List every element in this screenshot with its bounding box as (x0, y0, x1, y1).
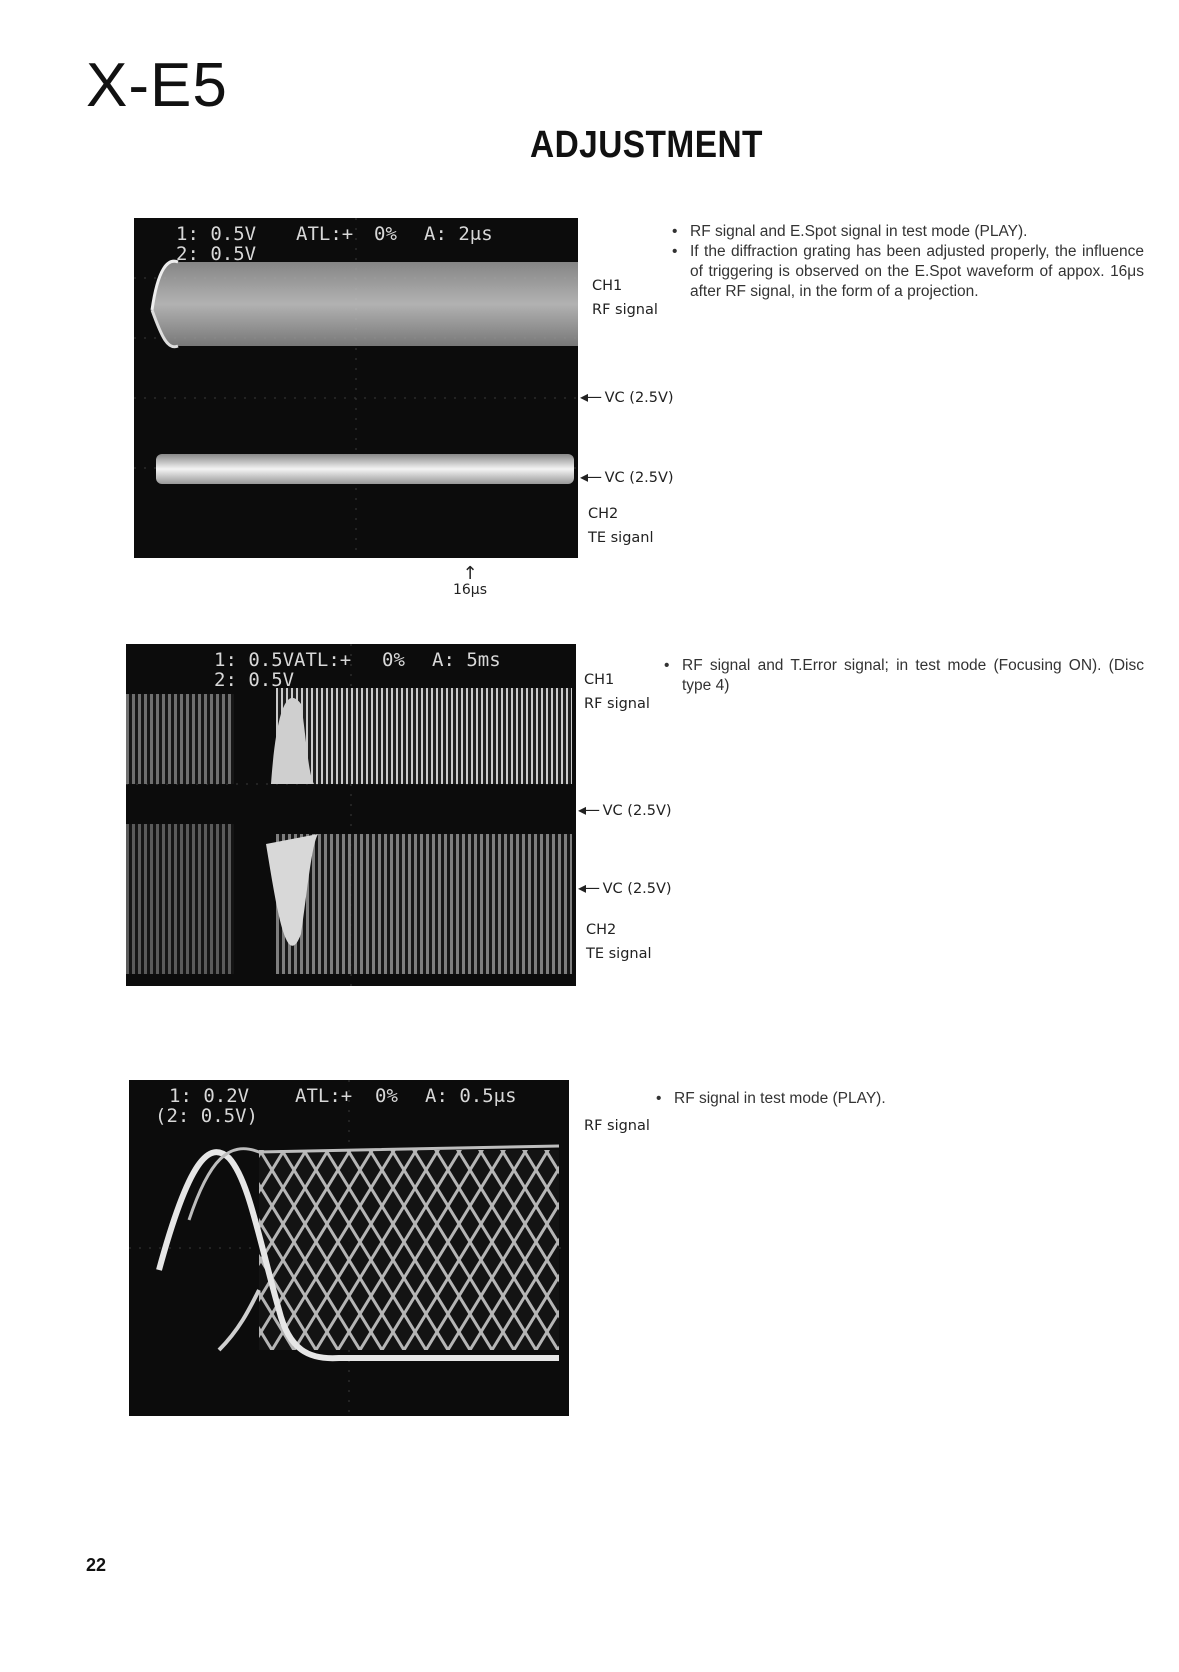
left-arrow-icon: ◂— (578, 878, 599, 897)
time-marker-label: 16μs (452, 582, 487, 598)
vc-upper-label: VC (2.5V) (602, 803, 672, 819)
time-marker (440, 563, 500, 598)
left-arrow-icon: ◂— (578, 800, 599, 819)
hud-timebase: A: 2μs (424, 223, 493, 245)
notes-3 (656, 1089, 1136, 1109)
vc-lower-label: VC (2.5V) (602, 881, 672, 897)
oscilloscope-trace-3 (129, 1080, 569, 1416)
ch1-label: CH1 (584, 672, 615, 688)
signal-label-group-3 (584, 1114, 650, 1138)
vc-upper-label: VC (2.5V) (604, 390, 674, 406)
oscilloscope-screen-2 (126, 644, 576, 986)
hud-atl: ATL:+ (296, 223, 354, 245)
ch1-label-group-2 (584, 668, 650, 716)
note-item: • RF signal and E.Spot signal in test mode (PLAY). (672, 222, 1144, 242)
note-item: • If the diffraction grating has been adjusted properly, the influence of triggering is observed on the E.Spot waveform of appox. 16μs after RF signal, in the form of a projection. (672, 242, 1144, 302)
ch2-label-group-2 (586, 918, 652, 966)
section-title: ADJUSTMENT (530, 124, 763, 166)
model-title: X-E5 (86, 51, 228, 120)
ch1-label-group-1 (592, 274, 658, 322)
hud-timebase: A: 5ms (432, 649, 501, 671)
hud-ch2: (2: 0.5V) (155, 1105, 258, 1127)
page-number: 22 (86, 1555, 107, 1575)
ch1-signal-label: RF signal (584, 696, 650, 712)
note-item: • RF signal in test mode (PLAY). (656, 1089, 1136, 1109)
ch2-label-group-1 (588, 502, 654, 550)
hud-atl: ATL:+ (294, 649, 352, 671)
hud-percent: 0% (375, 1085, 398, 1107)
vc-lower-pointer-1 (580, 467, 674, 486)
ch1-label: CH1 (592, 278, 623, 294)
ch1-signal-label: RF signal (592, 302, 658, 318)
hud-ch1: 1: 0.5V (176, 223, 257, 245)
hud-ch2: 2: 0.5V (214, 669, 295, 691)
note-item: • RF signal and T.Error signal; in test mode (Focusing ON). (Disc type 4) (664, 656, 1144, 696)
vc-upper-pointer-1 (580, 387, 674, 406)
hud-percent: 0% (382, 649, 405, 671)
oscilloscope-screen-3 (129, 1080, 569, 1416)
ch2-signal-label: TE siganl (588, 530, 654, 546)
vc-upper-pointer-2 (578, 800, 672, 819)
vc-lower-pointer-2 (578, 878, 672, 897)
hud-percent: 0% (374, 223, 397, 245)
notes-2 (664, 656, 1144, 696)
ch2-signal-label: TE signal (586, 946, 652, 962)
hud-timebase: A: 0.5μs (425, 1085, 517, 1107)
oscilloscope-trace-2 (126, 644, 576, 986)
ch2-label: CH2 (586, 922, 617, 938)
rf-signal-label: RF signal (584, 1118, 650, 1134)
left-arrow-icon: ◂— (580, 467, 601, 486)
hud-ch2: 2: 0.5V (176, 243, 257, 265)
hud-ch1: 1: 0.5V (214, 649, 295, 671)
notes-1 (672, 222, 1144, 302)
left-arrow-icon: ◂— (580, 387, 601, 406)
oscilloscope-trace-1 (134, 218, 578, 558)
up-arrow-icon: ↑ (462, 563, 478, 584)
hud-atl: ATL:+ (295, 1085, 353, 1107)
vc-lower-label: VC (2.5V) (604, 470, 674, 486)
hud-ch1: 1: 0.2V (169, 1085, 250, 1107)
ch2-label: CH2 (588, 506, 619, 522)
oscilloscope-screen-1 (134, 218, 578, 558)
